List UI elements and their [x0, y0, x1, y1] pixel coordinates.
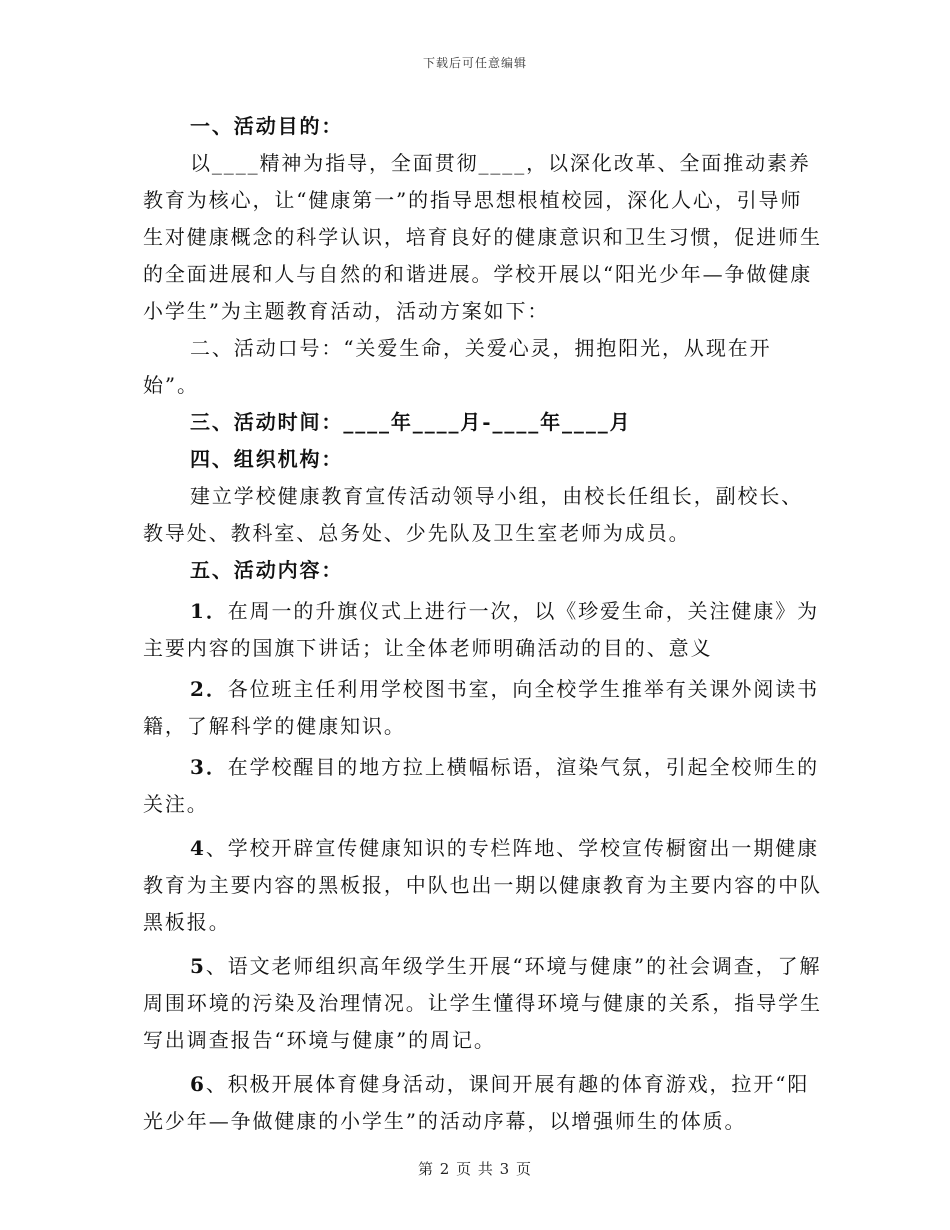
section-3-title: 三、活动时间： — [190, 410, 344, 434]
document-body — [143, 108, 823, 1140]
list-item-number: 2． — [190, 677, 228, 701]
list-item-number: 4 — [190, 836, 206, 860]
section-1-body: 以____精神为指导，全面贯彻____，以深化改革、全面推动素养教育为核心，让“健康第一”的指导思想根植校园，深化人心，引导师生对健康概念的科学认识，培育良好的健康意识和卫生习惯，促进师生的全面进展和人与自然的和谐进展。学校开展以“阳光少年—争做健康小学生”为主题教育活动，活动方案如下： — [143, 151, 822, 323]
page-header-note: 下载后可任意编辑 — [422, 56, 527, 70]
list-item-text: 各位班主任利用学校图书室，向全校学生推举有关课外阅读书籍，了解科学的健康知识。 — [143, 677, 820, 738]
list-item — [143, 671, 823, 745]
list-item-text: 在学校醒目的地方拉上横幅标语，渲染气氛，引起全校师生的关注。 — [143, 755, 820, 816]
section-3-body: ____年____月-____年____月 — [343, 410, 632, 434]
list-item — [143, 830, 823, 941]
section-5-title: 五、活动内容： — [190, 558, 344, 582]
list-item — [143, 948, 823, 1059]
list-item — [143, 1066, 823, 1140]
list-item-text: 在周一的升旗仪式上进行一次，以《珍爱生命，关注健康》为主要内容的国旗下讲话；让全体老师明确活动的目的、意义 — [143, 599, 820, 660]
list-item — [143, 593, 823, 667]
section-2 — [143, 330, 823, 404]
list-item-number: 3． — [190, 755, 228, 779]
list-item-text: 、积极开展体育健身活动，课间开展有趣的体育游戏，拉开“阳光少年—争做健康的小学生”的活动序幕，以增强师生的体质。 — [143, 1072, 810, 1133]
section-4-title: 四、组织机构： — [190, 447, 344, 471]
section-4-body: 建立学校健康教育宣传活动领导小组，由校长任组长，副校长、教导处、教科室、总务处、少先队及卫生室老师为成员。 — [143, 484, 804, 545]
section-2-title: 二、活动口号： — [190, 336, 344, 360]
list-item-number: 5 — [190, 954, 206, 978]
section-1-title: 一、活动目的： — [190, 114, 344, 138]
list-item-number: 1． — [190, 599, 228, 623]
list-item-text: 、学校开辟宣传健康知识的专栏阵地、学校宣传橱窗出一期健康教育为主要内容的黑板报，中队也出一期以健康教育为主要内容的中队黑板报。 — [143, 836, 822, 934]
list-item-number: 6 — [190, 1072, 206, 1096]
list-item-text: 、语文老师组织高年级学生开展“环境与健康”的社会调查，了解周围环境的污染及治理情况。让学生懂得环境与健康的关系，指导学生写出调查报告“环境与健康”的周记。 — [143, 954, 822, 1052]
page-number: 第 2 页 共 3 页 — [418, 1160, 532, 1178]
section-3 — [143, 404, 823, 441]
section-2-body: “关爱生命，关爱心灵，拥抱阳光，从现在开始”。 — [143, 336, 772, 397]
list-item — [143, 749, 823, 823]
